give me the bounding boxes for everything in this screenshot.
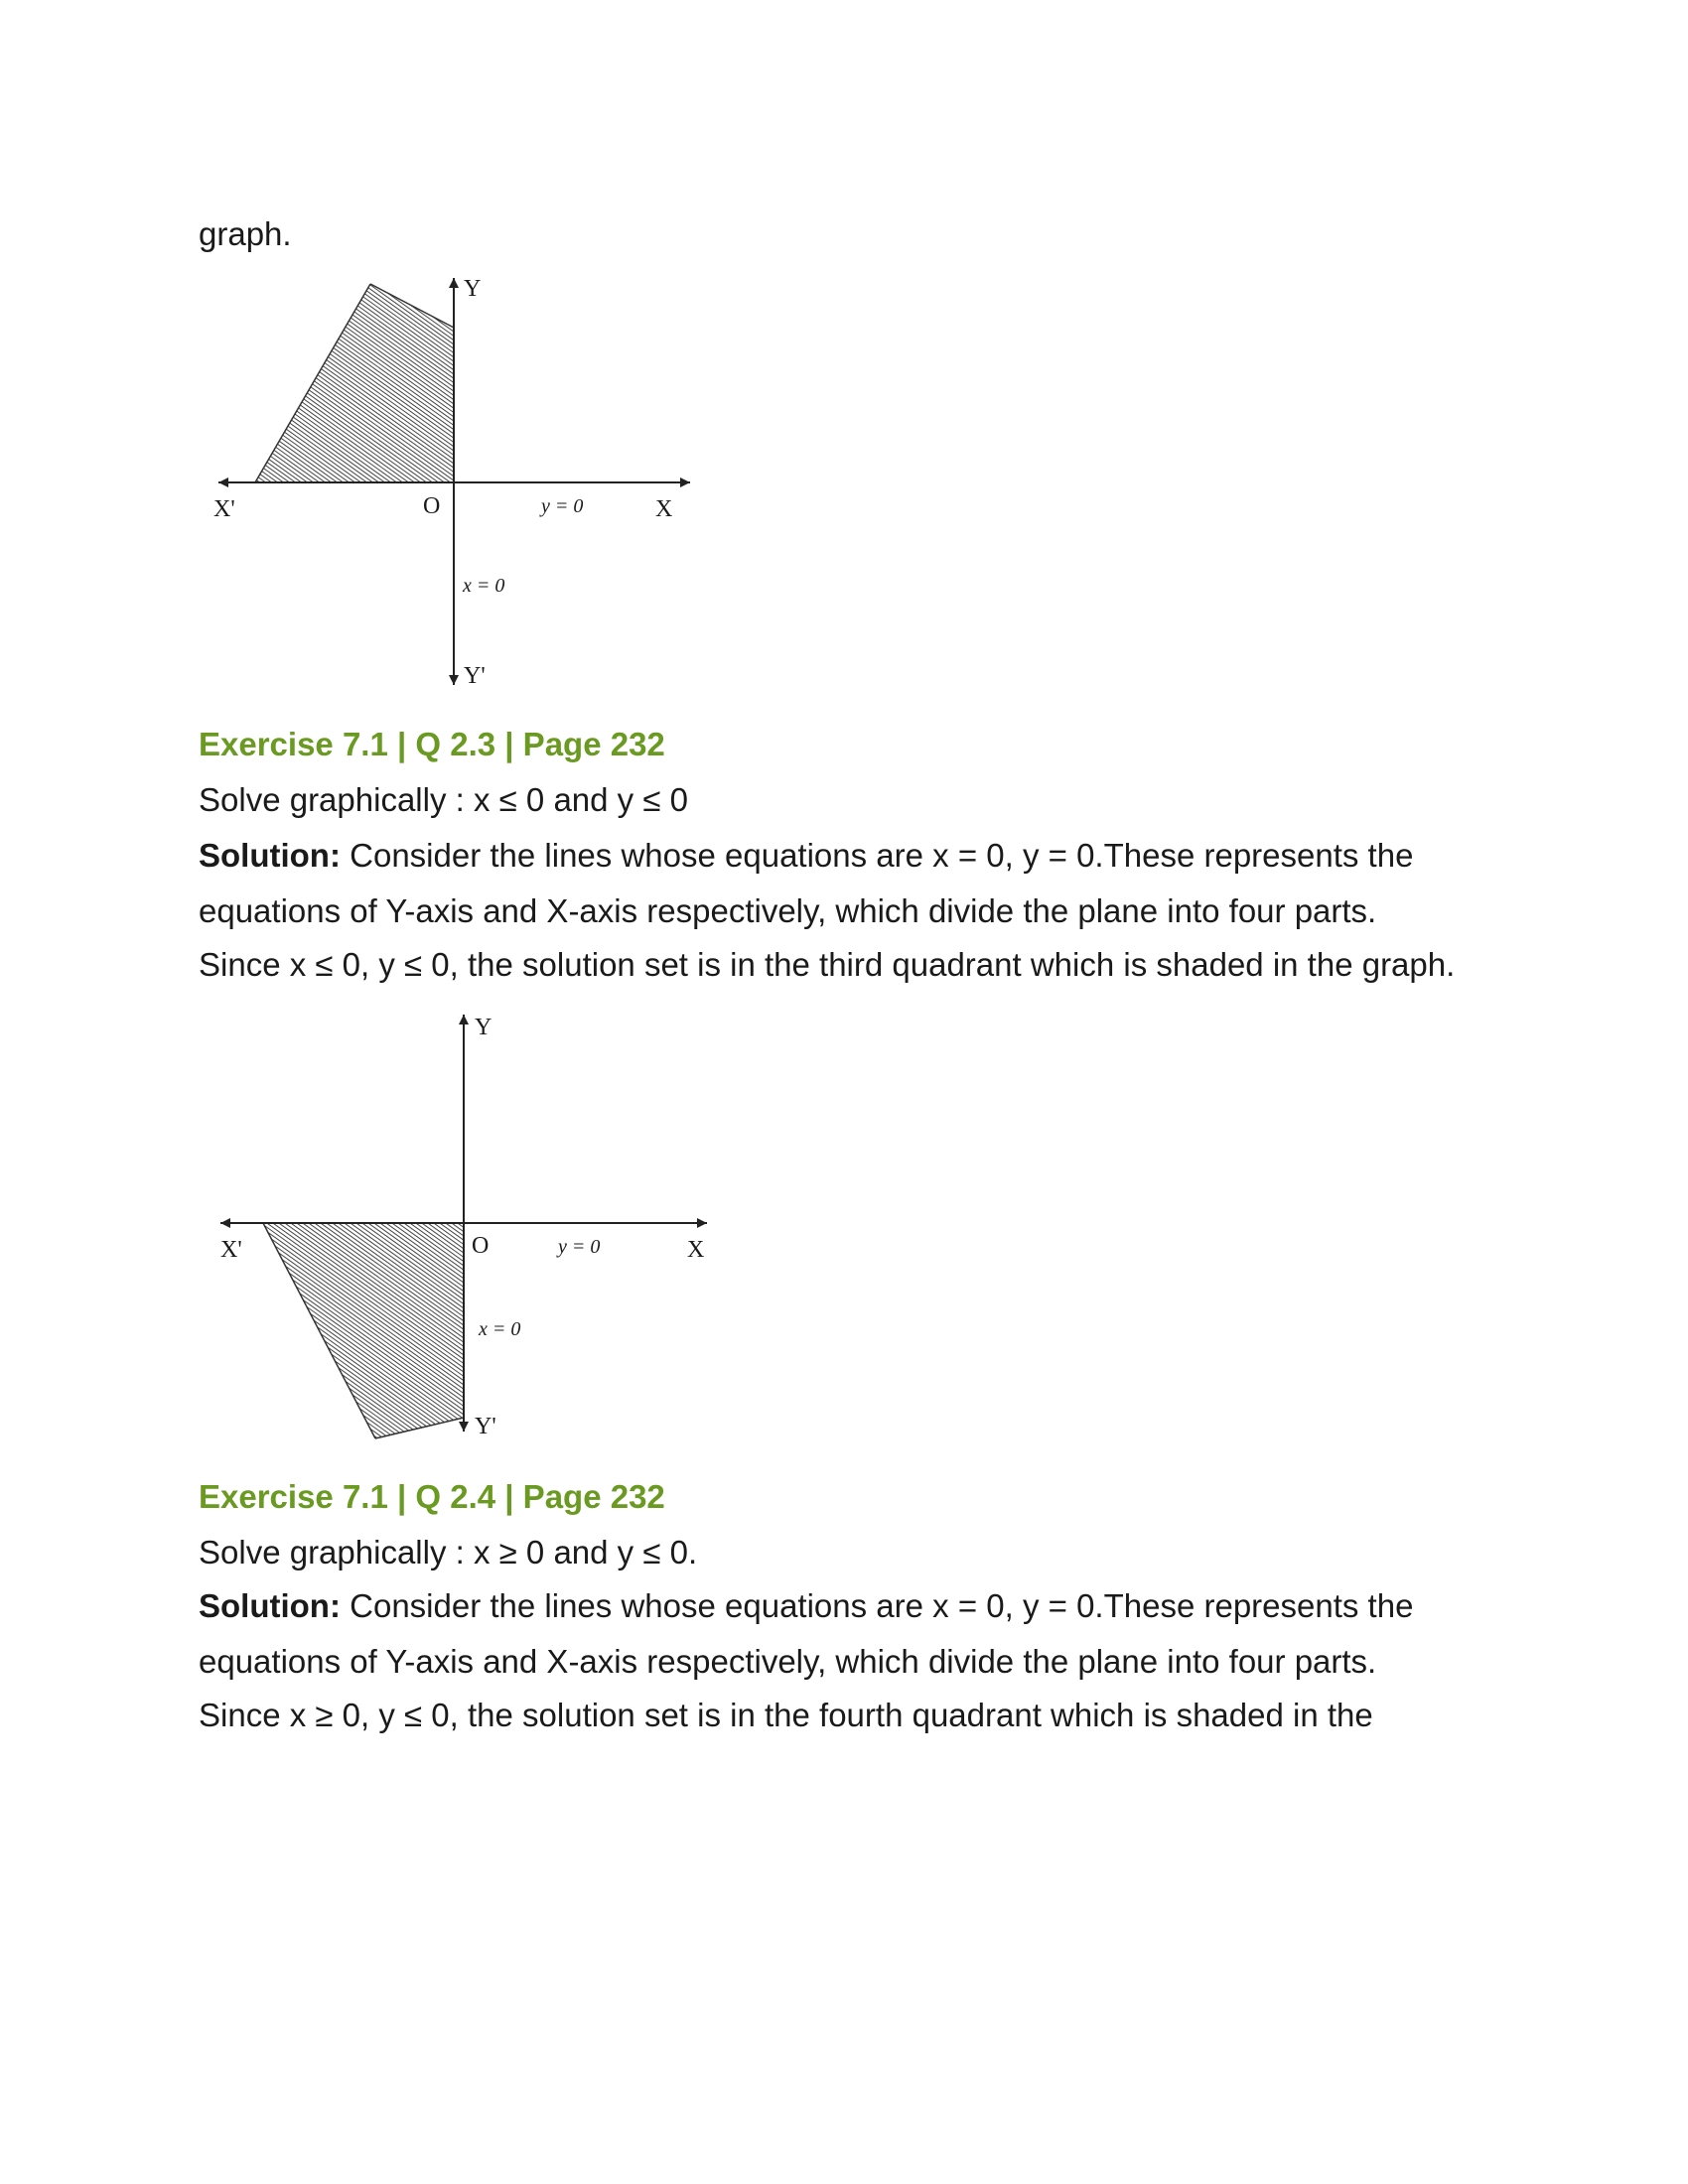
hatch-line <box>536 280 705 484</box>
hatch-line <box>209 280 286 484</box>
hatch-line <box>645 1221 725 1441</box>
hatch-line <box>632 280 705 484</box>
hatch-line <box>268 280 554 484</box>
hatch-line <box>375 280 661 484</box>
hatch-line <box>614 280 705 484</box>
hatch-line <box>209 280 494 484</box>
top-text: graph. <box>199 215 292 252</box>
hatch-line <box>328 280 614 484</box>
graph-quadrant-2 <box>209 270 705 697</box>
label-y-eq: y = 0 <box>541 495 584 517</box>
hatch-line <box>298 280 584 484</box>
hatch-line <box>572 280 705 484</box>
solution-2-3-line-2: equations of Y-axis and X-axis respectively, which divide the plane into four parts. <box>199 892 1377 929</box>
hatch-line <box>566 280 705 484</box>
hatch-line <box>209 280 352 484</box>
hatch-line <box>209 280 262 484</box>
question-2-3: Solve graphically : x ≤ 0 and y ≤ 0 <box>199 781 688 818</box>
hatch-line <box>512 280 705 484</box>
hatch-line <box>655 280 705 484</box>
hatch-line <box>274 280 560 484</box>
hatch-line <box>596 280 705 484</box>
hatch-line <box>209 280 268 484</box>
hatch-line <box>637 280 705 484</box>
label-y-eq: y = 0 <box>558 1236 601 1258</box>
hatch-line <box>209 280 346 484</box>
question-2-4: Solve graphically : x ≥ 0 and y ≤ 0. <box>199 1534 698 1570</box>
hatch-line <box>209 1221 466 1441</box>
hatch-line <box>506 280 705 484</box>
hatch-line <box>471 280 705 484</box>
solution-text: Consider the lines whose equations are x = 0, y = 0.These represents the <box>340 837 1414 874</box>
hatch-line <box>667 280 705 484</box>
hatch-line <box>209 280 322 484</box>
hatch-line <box>489 280 705 484</box>
hatch-line <box>711 1221 725 1441</box>
graph-1-svg <box>209 270 705 697</box>
hatch-line <box>387 280 673 484</box>
hatch-line <box>417 280 703 484</box>
hatch-line <box>705 1221 725 1441</box>
hatch-line <box>209 280 328 484</box>
hatch-line <box>465 280 705 484</box>
solution-2-4-line-1 <box>199 1586 1413 1626</box>
hatch-line <box>209 280 357 484</box>
hatch-line <box>369 280 655 484</box>
hatch-line <box>209 1221 221 1441</box>
hatch-line <box>209 280 477 484</box>
hatch-line <box>363 280 649 484</box>
hatch-line <box>518 280 705 484</box>
hatch-line <box>622 1221 725 1441</box>
hatch-line <box>626 280 705 484</box>
hatch-line <box>578 280 705 484</box>
hatch-line <box>209 280 310 484</box>
hatch-line <box>620 280 705 484</box>
hatch-line <box>679 280 705 484</box>
hatch-line <box>209 280 256 484</box>
graph-2-svg <box>209 1003 725 1449</box>
hatch-line <box>209 1221 281 1441</box>
hatch-line <box>483 280 705 484</box>
hatch-line <box>554 280 705 484</box>
hatch-line <box>447 280 705 484</box>
label-y-prime: Y' <box>475 1414 496 1439</box>
hatch-line <box>292 280 578 484</box>
hatch-line <box>423 280 705 484</box>
label-x: X <box>687 1237 705 1263</box>
hatch-line <box>717 1221 725 1441</box>
hatch-line <box>209 280 274 484</box>
hatch-line <box>633 1221 725 1441</box>
hatch-line <box>616 1221 725 1441</box>
hatch-line <box>226 280 512 484</box>
exercise-heading-2-4: Exercise 7.1 | Q 2.4 | Page 232 <box>199 1478 665 1515</box>
shaded-region-2 <box>209 1221 725 1441</box>
hatch-line <box>220 280 506 484</box>
hatch-line <box>209 280 232 484</box>
hatch-line <box>524 280 705 484</box>
label-x-eq: x = 0 <box>463 575 505 597</box>
hatch-line <box>500 280 705 484</box>
hatch-line <box>209 1221 513 1441</box>
label-y: Y <box>464 276 482 302</box>
hatch-line <box>459 280 705 484</box>
hatch-line <box>316 280 602 484</box>
hatch-line <box>723 1221 725 1441</box>
solution-label: Solution: <box>199 837 341 874</box>
label-y: Y <box>475 1015 492 1040</box>
hatch-line <box>209 1221 501 1441</box>
hatch-line <box>262 280 548 484</box>
hatch-line <box>697 280 705 484</box>
hatch-line <box>643 280 705 484</box>
hatch-line <box>209 280 244 484</box>
hatch-line <box>548 280 705 484</box>
label-x-prime: X' <box>220 1237 242 1263</box>
label-x-prime: X' <box>213 496 235 522</box>
hatch-line <box>590 280 705 484</box>
label-x: X <box>655 496 673 522</box>
hatch-line <box>604 1221 725 1441</box>
hatch-line <box>639 1221 725 1441</box>
solution-2-3-line-3: Since x ≤ 0, y ≤ 0, the solution set is in the third quadrant which is shaded in the graph. <box>199 946 1456 983</box>
hatch-line <box>429 280 705 484</box>
hatch-line <box>494 280 705 484</box>
hatch-line <box>393 280 679 484</box>
hatch-line <box>209 280 220 484</box>
hatch-line <box>340 280 626 484</box>
hatch-line <box>477 280 705 484</box>
hatch-line <box>244 280 530 484</box>
hatch-line <box>209 280 214 484</box>
hatch-line <box>238 280 524 484</box>
hatch-line <box>286 280 572 484</box>
solution-text: Consider the lines whose equations are x = 0, y = 0.These represents the <box>340 1587 1414 1624</box>
hatch-line <box>304 280 590 484</box>
hatch-line <box>334 280 620 484</box>
hatch-line <box>346 280 632 484</box>
hatch-line <box>209 280 250 484</box>
label-y-prime: Y' <box>464 663 486 689</box>
hatch-line <box>209 280 387 484</box>
hatch-line <box>209 280 280 484</box>
hatch-line <box>209 280 393 484</box>
hatch-line <box>209 280 465 484</box>
hatch-line <box>209 1221 210 1441</box>
hatch-line <box>610 1221 725 1441</box>
solution-2-3-line-1 <box>199 836 1413 876</box>
graph-quadrant-3 <box>209 1003 725 1449</box>
label-origin: O <box>423 493 441 519</box>
hatch-line <box>542 280 705 484</box>
hatch-line <box>453 280 705 484</box>
hatch-line <box>256 280 542 484</box>
hatch-line <box>661 280 705 484</box>
hatch-line <box>352 280 637 484</box>
hatch-line <box>214 280 500 484</box>
solution-label: Solution: <box>199 1587 341 1624</box>
hatch-line <box>209 1221 215 1441</box>
hatch-line <box>250 280 536 484</box>
hatch-line <box>322 280 608 484</box>
hatch-line <box>691 280 705 484</box>
hatch-line <box>209 280 316 484</box>
hatch-line <box>598 1221 725 1441</box>
hatch-line <box>381 280 667 484</box>
solution-2-4-line-3: Since x ≥ 0, y ≤ 0, the solution set is in the fourth quadrant which is shaded in the <box>199 1697 1373 1733</box>
hatch-line <box>441 280 705 484</box>
hatch-line <box>608 280 705 484</box>
hatch-line <box>399 280 685 484</box>
hatch-line <box>280 280 566 484</box>
hatch-line <box>673 280 705 484</box>
hatch-line <box>405 280 691 484</box>
hatch-line <box>209 280 304 484</box>
shaded-region-1 <box>209 280 705 484</box>
exercise-heading-2-3: Exercise 7.1 | Q 2.3 | Page 232 <box>199 726 665 762</box>
hatch-line <box>209 280 238 484</box>
label-x-eq: x = 0 <box>479 1318 521 1340</box>
solution-2-4-line-2: equations of Y-axis and X-axis respectively, which divide the plane into four parts. <box>199 1643 1377 1680</box>
hatch-line <box>602 280 705 484</box>
hatch-line <box>560 280 705 484</box>
hatch-line <box>530 280 705 484</box>
label-origin: O <box>472 1233 490 1259</box>
hatch-line <box>232 280 518 484</box>
hatch-line <box>584 280 705 484</box>
hatch-line <box>685 280 705 484</box>
hatch-line <box>357 280 643 484</box>
hatch-line <box>209 280 226 484</box>
hatch-line <box>209 280 429 484</box>
hatch-line <box>649 280 705 484</box>
hatch-line <box>592 1221 725 1441</box>
hatch-line <box>703 280 705 484</box>
hatch-line <box>435 280 705 484</box>
hatch-line <box>628 1221 725 1441</box>
